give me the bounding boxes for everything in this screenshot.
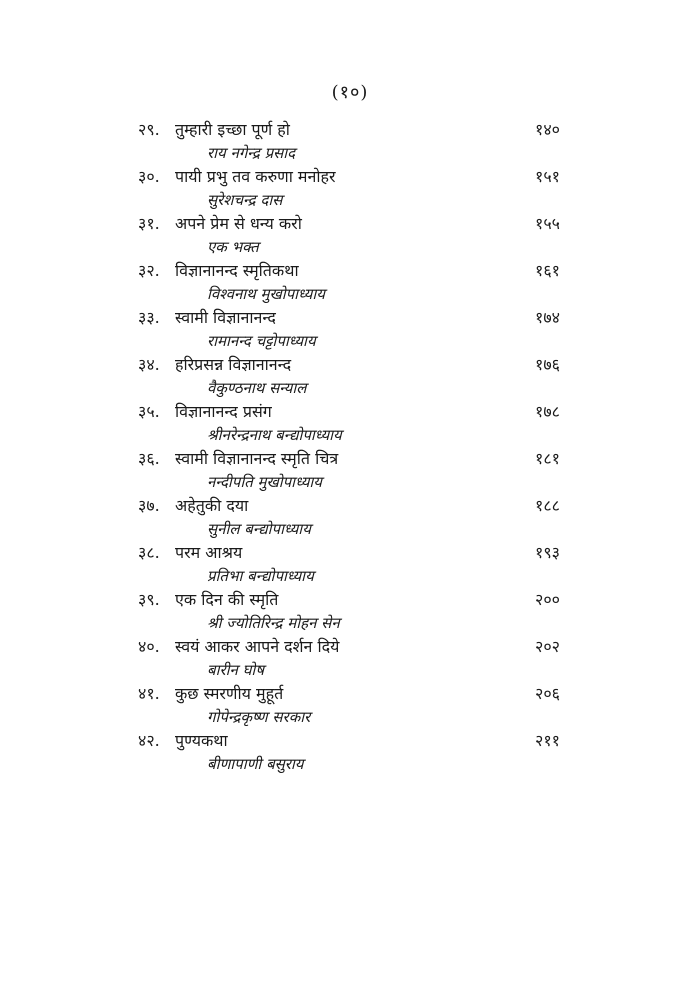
entry-title: तुम्हारी इच्छा पूर्ण हो: [175, 120, 290, 139]
entry-number: ४०.: [138, 637, 160, 656]
entry-page-number: १७८: [535, 402, 560, 421]
page-number: (१०): [331, 82, 369, 103]
entry-title: स्वामी विज्ञानानन्द: [175, 308, 276, 327]
entry-number: ३०.: [138, 167, 160, 186]
entry-number: २९.: [138, 120, 160, 139]
entry-title: विज्ञानानन्द प्रसंग: [175, 402, 272, 421]
toc-entry: [138, 212, 560, 259]
entry-author: गोपेन्द्रकृष्ण सरकार: [207, 708, 311, 726]
entry-title: स्वामी विज्ञानानन्द स्मृति चित्र: [175, 449, 339, 468]
toc-entry: [138, 165, 560, 212]
toc-entry: [138, 259, 560, 306]
entry-title: हरिप्रसन्न विज्ञानानन्द: [175, 355, 292, 374]
entry-page-number: १९३: [535, 543, 560, 562]
toc-entry: [138, 306, 560, 353]
entry-page-number: २११: [535, 731, 560, 750]
entry-page-number: २०२: [535, 637, 560, 656]
entry-author: सुरेशचन्द्र दास: [207, 191, 283, 209]
entry-page-number: १५५: [535, 214, 560, 233]
entry-page-number: १८८: [535, 496, 560, 515]
toc-entry: [138, 400, 560, 447]
entry-number: ३१.: [138, 214, 160, 233]
entry-author: वैकुण्ठनाथ सन्याल: [207, 379, 307, 397]
entry-title: अहेतुकी दया: [175, 496, 249, 515]
entry-author: सुनील बन्द्योपाध्याय: [207, 520, 311, 538]
entry-author: बारीन घोष: [207, 661, 264, 679]
entry-title: एक दिन की स्मृति: [175, 590, 279, 609]
toc-entry: [138, 635, 560, 682]
toc-entry: [138, 353, 560, 400]
entry-title: विज्ञानानन्द स्मृतिकथा: [175, 261, 299, 280]
toc-entry: [138, 729, 560, 776]
entry-page-number: १५१: [535, 167, 560, 186]
entry-number: ३२.: [138, 261, 160, 280]
entry-author: नन्दीपति मुखोपाध्याय: [207, 473, 322, 491]
entry-author: विश्वनाथ मुखोपाध्याय: [207, 285, 325, 303]
entry-number: ३८.: [138, 543, 160, 562]
entry-page-number: १६१: [535, 261, 560, 280]
entry-page-number: १७६: [535, 355, 560, 374]
entry-title: स्वयं आकर आपने दर्शन दिये: [175, 637, 340, 656]
entry-number: ३६.: [138, 449, 160, 468]
entry-title: परम आश्रय: [175, 543, 243, 562]
entry-author: एक भक्त: [207, 238, 259, 256]
entry-page-number: १८१: [535, 449, 560, 468]
entry-title: अपने प्रेम से धन्य करो: [175, 214, 302, 233]
entry-page-number: १४०: [535, 120, 560, 139]
table-of-contents: [138, 118, 560, 776]
entry-number: ३९.: [138, 590, 160, 609]
entry-page-number: २००: [535, 590, 560, 609]
entry-number: ३४.: [138, 355, 160, 374]
entry-number: ४२.: [138, 731, 160, 750]
entry-page-number: १७४: [535, 308, 560, 327]
toc-entry: [138, 494, 560, 541]
toc-entry: [138, 541, 560, 588]
entry-author: श्रीनरेन्द्रनाथ बन्द्योपाध्याय: [207, 426, 342, 444]
toc-entry: [138, 447, 560, 494]
toc-entry: [138, 118, 560, 165]
entry-page-number: २०६: [535, 684, 560, 703]
toc-entry: [138, 682, 560, 729]
entry-author: रामानन्द चट्टोपाध्याय: [207, 332, 316, 350]
entry-author: राय नगेन्द्र प्रसाद: [207, 144, 296, 162]
entry-number: ३७.: [138, 496, 160, 515]
entry-title: पुण्यकथा: [175, 731, 228, 750]
entry-author: बीणापाणी बसुराय: [207, 755, 304, 773]
entry-number: ४१.: [138, 684, 160, 703]
entry-author: श्री ज्योतिरिन्द्र मोहन सेन: [207, 614, 340, 632]
entry-number: ३५.: [138, 402, 160, 421]
entry-title: पायी प्रभु तव करुणा मनोहर: [175, 167, 336, 186]
entry-author: प्रतिभा बन्द्योपाध्याय: [207, 567, 314, 585]
toc-entry: [138, 588, 560, 635]
entry-title: कुछ स्मरणीय मुहूर्त: [175, 684, 284, 703]
entry-number: ३३.: [138, 308, 160, 327]
